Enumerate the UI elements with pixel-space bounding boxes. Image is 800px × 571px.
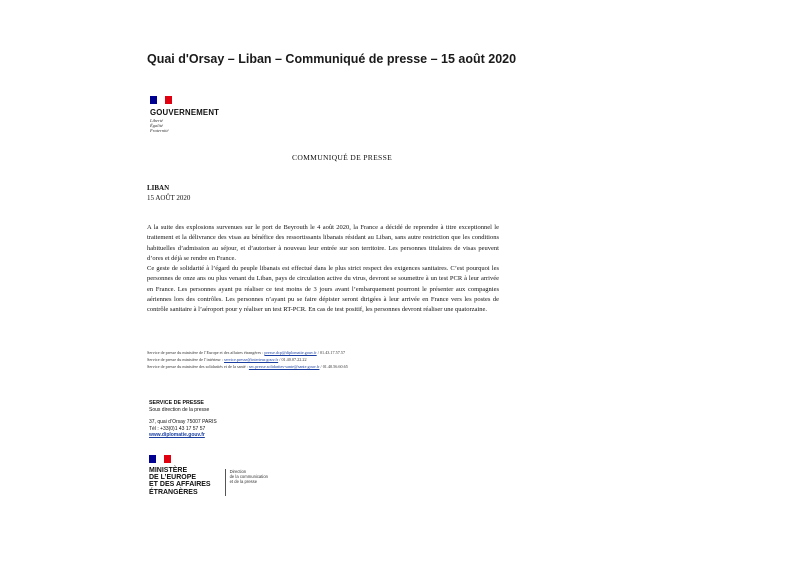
press-service-block bbox=[149, 400, 217, 439]
flag-icon bbox=[150, 96, 172, 104]
flag-blue-stripe bbox=[150, 96, 157, 104]
dateline-place: LIBAN bbox=[147, 184, 170, 192]
government-logo bbox=[150, 96, 219, 133]
press-service-phone: Tél : +33(0)1 43 17 57 57 bbox=[149, 425, 206, 432]
government-name: GOUVERNEMENT bbox=[150, 108, 220, 117]
contact-phone: 01.40.56.60.65 bbox=[322, 364, 348, 370]
direction-line: et de la presse bbox=[229, 479, 258, 484]
flag-blue-stripe bbox=[149, 455, 156, 463]
flag-white-stripe bbox=[157, 96, 164, 104]
document-title: COMMUNIQUÉ DE PRESSE bbox=[291, 153, 393, 162]
ministry-emblem bbox=[149, 455, 211, 496]
press-service-address: 37, quai d’Orsay 75007 PARIS bbox=[149, 419, 217, 425]
press-release-page bbox=[138, 44, 546, 496]
dateline-date: 15 AOÛT 2020 bbox=[147, 194, 191, 202]
ministry-logo bbox=[149, 455, 268, 496]
press-service-website-link[interactable]: www.diplomatie.gouv.fr bbox=[149, 432, 205, 438]
contact-line: Service de presse du ministère de l’intérieur : service.presse@interieur.gouv.fr / 01.40.07.22.22 bbox=[147, 357, 307, 363]
contact-line: Service de presse du ministère des solidarités et de la santé : sec.presse.solidarites-sante@sante.gouv.fr / 01.40.56.60.65 bbox=[147, 364, 348, 370]
contact-email-link[interactable]: presse.dcp@diplomatie.gouv.fr bbox=[264, 350, 317, 355]
contact-label: Service de presse du ministère de l’Europe et des affaires étrangères bbox=[147, 350, 262, 355]
body-paragraph: Ce geste de solidarité à l’égard du peuple libanais est effectué dans le plus strict respect des exigences sanitaires. C’est pourquoi les personnes de onze ans ou plus venant du Liban, pays de circulation active du virus, devront se soumettre à un test PCR à leur arrivée en France. Les personnes ayant pu réaliser ce test moins de 3 jours avant l’embarquement pourront le présenter aux compagnies aériennes lors des contrôles. Les personnes n’ayant pu se faire dépister seront dirigées à leur arrivée en France vers les postes de contrôle sanitaire à l’aéroport pour y réaliser un test RT-PCR. En cas de test positif, les personnes devront réaliser une quatorzaine. bbox=[147, 265, 499, 314]
ministry-name-line: MINISTÈRE bbox=[149, 467, 188, 474]
ministry-direction bbox=[225, 469, 268, 496]
flag-white-stripe bbox=[156, 455, 163, 463]
ministry-name bbox=[149, 467, 211, 496]
press-service-title: SERVICE DE PRESSE bbox=[149, 400, 204, 406]
flag-icon bbox=[149, 455, 171, 463]
government-motto bbox=[150, 118, 219, 133]
ministry-name-line: DE L’EUROPE bbox=[149, 474, 197, 482]
contact-label: Service de presse du ministère de l’intérieur bbox=[147, 357, 221, 363]
motto-line: Égalité bbox=[150, 123, 163, 128]
direction-line: Direction bbox=[229, 469, 247, 474]
flag-red-stripe bbox=[165, 96, 172, 104]
headline: Quai d'Orsay – Liban – Communiqué de presse – 15 août 2020 bbox=[147, 52, 517, 66]
press-release-body bbox=[147, 223, 499, 316]
contact-line: Service de presse du ministère de l’Europe et des affaires étrangères : presse.dcp@diplomatie.gouv.fr / 01.43.17.57.57 bbox=[147, 350, 346, 355]
press-contacts bbox=[147, 349, 348, 371]
contact-label: Service de presse du ministère des solidarités et de la santé bbox=[147, 364, 246, 370]
ministry-name-line: ÉTRANGÈRES bbox=[149, 488, 198, 496]
motto-line: Liberté bbox=[150, 118, 163, 123]
direction-line: de la communication bbox=[229, 474, 268, 479]
contact-email-link[interactable]: service.presse@interieur.gouv.fr bbox=[224, 357, 279, 363]
press-service-subtitle: Sous direction de la presse bbox=[149, 406, 210, 413]
body-paragraph: A la suite des explosions survenues sur le port de Beyrouth le 4 août 2020, la France a décidé de reprendre à titre exceptionnel le traitement et la délivrance des visas au bénéfice des ressortissants libanais résidant au Liban, sans autre restriction que les conditions habituelles d’admission au séjour, et d’autoriser à nouveau leur entrée sur son territoire. Les personnes titulaires de visas peuvent d’ores et déjà se rendre en France. bbox=[147, 224, 499, 262]
motto-line: Fraternité bbox=[150, 128, 169, 133]
flag-red-stripe bbox=[164, 455, 171, 463]
contact-email-link[interactable]: sec.presse.solidarites-sante@sante.gouv.fr bbox=[248, 364, 320, 370]
contact-phone: 01.43.17.57.57 bbox=[319, 350, 346, 355]
contact-phone: 01.40.07.22.22 bbox=[281, 357, 307, 363]
ministry-name-line: ET DES AFFAIRES bbox=[149, 481, 211, 489]
